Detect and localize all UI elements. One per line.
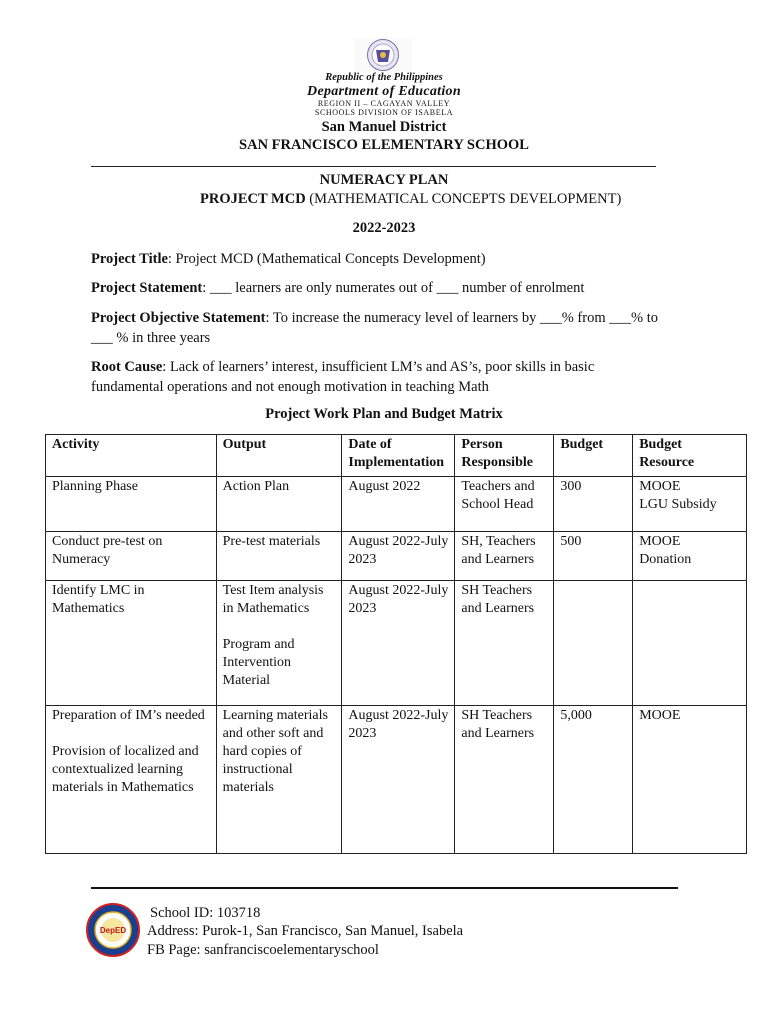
date-cell: August 2022 (342, 477, 455, 532)
activity-text: Planning Phase (52, 479, 138, 494)
root-cause-label: Root Cause (91, 359, 163, 375)
resource-text: MOOE (639, 534, 681, 549)
output-text: Test Item analysis in Mathematics (222, 583, 324, 616)
output-text: Program and Intervention Material (222, 637, 295, 688)
header-activity: Activity (46, 435, 217, 477)
output-cell (216, 581, 342, 706)
budget-cell: 5,000 (554, 706, 633, 854)
project-expansion: (MATHEMATICAL CONCEPTS DEVELOPMENT) (309, 191, 622, 207)
header-resource: Budget Resource (633, 435, 747, 477)
school-id: School ID: 103718 (150, 905, 261, 921)
activity-text: Preparation of IM’s needed (52, 708, 205, 723)
project-statement-label: Project Statement (91, 280, 203, 296)
activity-text: Provision of localized and contextualized learning materials in Mathematics (52, 744, 199, 795)
activity-cell (46, 477, 217, 532)
matrix-title: Project Work Plan and Budget Matrix (265, 406, 503, 422)
project-name: PROJECT MCD (200, 191, 306, 207)
project-objective-value: : To increase the numeracy level of learners by ___% from ___% to ___ % in three years (91, 310, 658, 346)
header-budget: Budget (554, 435, 633, 477)
republic-line: Republic of the Philippines (325, 72, 443, 83)
district-name: San Manuel District (321, 119, 447, 135)
region-line: REGION II – CAGAYAN VALLEY (317, 99, 451, 108)
footer-divider (91, 887, 678, 889)
output-cell (216, 477, 342, 532)
activity-cell (46, 706, 217, 854)
project-heading (200, 191, 680, 208)
person-cell: SH Teachers and Learners (455, 706, 554, 854)
department-line: Department of Education (307, 84, 461, 99)
school-name: SAN FRANCISCO ELEMENTARY SCHOOL (239, 137, 529, 153)
school-year: 2022-2023 (352, 220, 416, 236)
resource-cell (633, 532, 747, 581)
school-address: Address: Purok-1, San Francisco, San Manuel, Isabela (147, 923, 464, 939)
resource-text: Donation (639, 552, 692, 567)
budget-cell: 300 (554, 477, 633, 532)
project-objective-label: Project Objective Statement (91, 310, 266, 326)
project-objective-line (91, 308, 671, 348)
output-text: Pre-test materials (222, 534, 321, 549)
budget-cell (554, 581, 633, 706)
table-row (46, 581, 747, 706)
resource-cell (633, 477, 747, 532)
project-title-label: Project Title (91, 251, 168, 267)
plan-title: NUMERACY PLAN (319, 172, 449, 188)
project-title-value: : Project MCD (Mathematical Concepts Development) (167, 251, 486, 267)
person-cell: Teachers and School Head (455, 477, 554, 532)
division-line: SCHOOLS DIVISION OF ISABELA (314, 108, 454, 117)
date-cell: August 2022-July 2023 (342, 581, 455, 706)
output-text: Action Plan (222, 479, 290, 494)
header-date: Date of Implementation (342, 435, 455, 477)
logo-text: DepED (99, 926, 127, 935)
resource-text: MOOE (639, 708, 681, 723)
date-cell: August 2022-July 2023 (342, 706, 455, 854)
activity-text: Identify LMC in Mathematics (52, 583, 145, 616)
resource-text: MOOE (639, 479, 681, 494)
resource-text: LGU Subsidy (639, 497, 717, 512)
activity-cell (46, 532, 217, 581)
person-cell: SH, Teachers and Learners (455, 532, 554, 581)
activity-text: Conduct pre-test on Numeracy (52, 534, 163, 567)
table-header-row (46, 435, 747, 477)
school-logo (82, 902, 144, 958)
deped-seal-logo (354, 38, 412, 72)
output-cell (216, 706, 342, 854)
output-cell (216, 532, 342, 581)
header-output: Output (216, 435, 342, 477)
resource-cell (633, 581, 747, 706)
fb-page: FB Page: sanfranciscoelementaryschool (147, 942, 379, 958)
resource-cell (633, 706, 747, 854)
project-statement-value: : ___ learners are only numerates out of ___ number of enrolment (202, 280, 585, 296)
header-divider (91, 166, 656, 167)
output-text: Learning materials and other soft and hard copies of instructional materials (222, 708, 328, 795)
budget-cell: 500 (554, 532, 633, 581)
table-row (46, 477, 747, 532)
root-cause-value: : Lack of learners’ interest, insufficient LM’s and AS’s, poor skills in basic fundamental operations and not enough motivation in teaching Math (91, 359, 595, 395)
date-cell: August 2022-July 2023 (342, 532, 455, 581)
work-plan-table (45, 434, 747, 854)
project-title-line (91, 249, 681, 269)
root-cause-line (91, 357, 651, 397)
project-statement-line (91, 278, 681, 298)
table-row (46, 706, 747, 854)
header-person: Person Responsible (455, 435, 554, 477)
activity-cell (46, 581, 217, 706)
person-cell: SH Teachers and Learners (455, 581, 554, 706)
table-row (46, 532, 747, 581)
